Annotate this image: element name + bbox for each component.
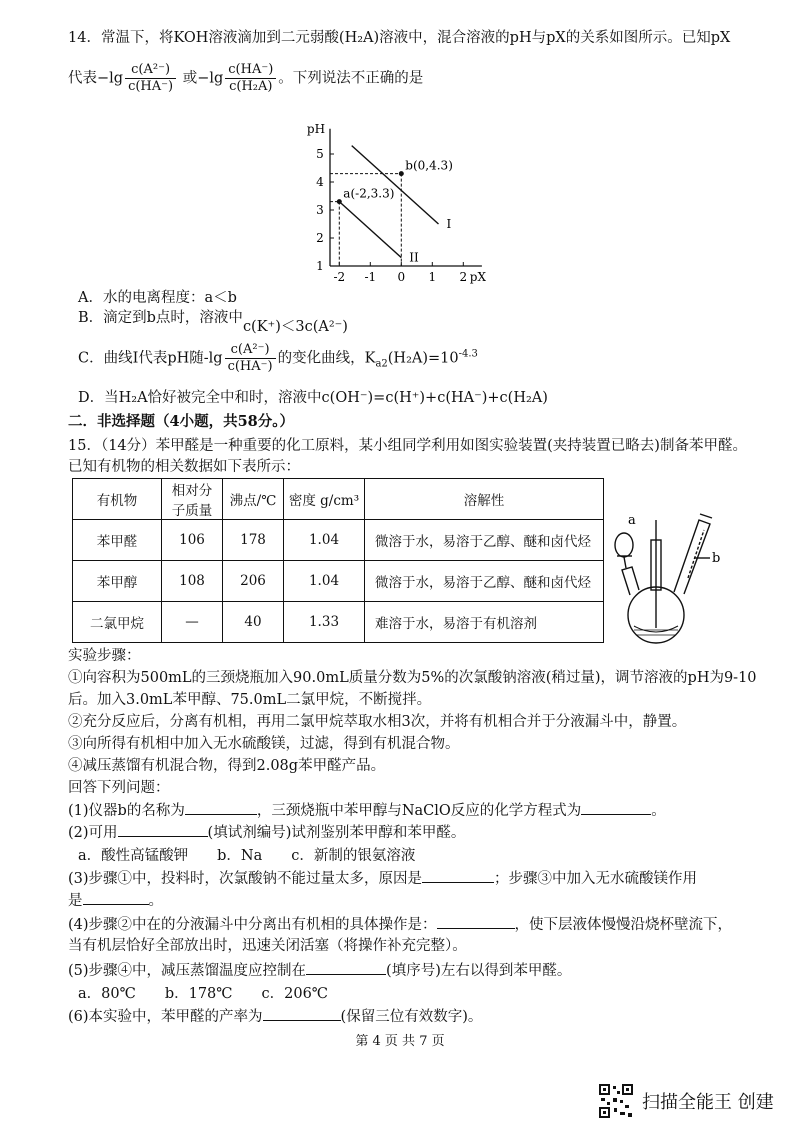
fraction-1-num: c(A²⁻) xyxy=(125,62,176,79)
section-heading: 二．非选择题（4小题，共58分。） xyxy=(68,413,295,430)
y-axis-label: pH xyxy=(306,121,326,136)
ph-px-chart xyxy=(300,108,520,288)
option-c-fraction-den: c(HA⁻) xyxy=(227,359,273,374)
answer-blank[interactable] xyxy=(263,1006,341,1021)
q15-intro-2: 已知有机物的相关数据如下表所示： xyxy=(68,459,300,475)
option-b-expr: c(K⁺)＜3c(A²⁻) xyxy=(242,319,348,335)
table-cell: 1.04 xyxy=(284,520,365,561)
option-c-prefix: C．曲线I代表pH随 xyxy=(78,350,204,367)
qr-code-icon xyxy=(598,1083,634,1119)
x-tick-label: 0 xyxy=(397,270,406,284)
answer-blank[interactable] xyxy=(118,822,208,837)
fraction-2 xyxy=(225,62,276,95)
answer-blank[interactable] xyxy=(422,868,494,883)
answer-blank[interactable] xyxy=(306,960,386,975)
table-cell: 178 xyxy=(223,520,284,561)
x-tick-label: -2 xyxy=(333,270,346,284)
option-c xyxy=(78,342,478,375)
table-cell: 40 xyxy=(223,602,284,643)
neglg-1: −lg xyxy=(97,70,124,87)
option-c-sub: a2 xyxy=(375,358,388,370)
table-cell: 106 xyxy=(162,520,223,561)
q3-part-d: 。 xyxy=(148,893,163,909)
or-text: 或 xyxy=(182,70,198,87)
neglg-2: −lg xyxy=(197,70,224,87)
q14-prefix: 代表 xyxy=(68,70,97,87)
steps-title: 实验步骤： xyxy=(68,648,141,664)
y-tick-label: 5 xyxy=(316,147,324,161)
table-header: 密度 g/cm³ xyxy=(284,479,365,520)
answer-blank[interactable] xyxy=(83,890,149,905)
series-line xyxy=(352,146,439,224)
answer-blank[interactable] xyxy=(437,914,515,929)
option-a: A．水的电离程度：a＜b xyxy=(78,290,237,306)
x-axis-label: pX xyxy=(469,270,487,284)
fraction-1 xyxy=(125,62,176,95)
apparatus-label-b: b xyxy=(712,551,721,566)
y-tick-label: 1 xyxy=(316,259,324,273)
question-6 xyxy=(68,1006,482,1027)
fraction-2-den: c(H₂A) xyxy=(229,79,273,94)
option-d: D．当H₂A恰好被完全中和时，溶液中c(OH⁻)=c(H⁺)+c(HA⁻)+c(H₂A) xyxy=(78,390,548,406)
series-label: II xyxy=(409,250,419,265)
q14-stem-line1: 14．常温下，将KOH溶液滴加到二元弱酸(H₂A)溶液中，混合溶液的pH与pX的关系如图所示。已知pX xyxy=(68,30,731,46)
q15-intro-1: 15．（14分）苯甲醛是一种重要的化工原料，某小组同学利用如图实验装置(夹持装置已略去)制备苯甲醛。 xyxy=(68,438,747,454)
answer-title: 回答下列问题： xyxy=(68,780,170,796)
q1-part-b: ，三颈烧瓶中苯甲醇与NaClO反应的化学方程式为 xyxy=(256,803,582,819)
q2-part-a: (2)可用 xyxy=(68,825,118,841)
table-cell: 难溶于水，易溶于有机溶剂 xyxy=(365,602,604,643)
q3-part-a: (3)步骤①中，投料时，次氯酸钠不能过量太多，原因是 xyxy=(68,871,423,887)
option-c-fraction xyxy=(225,342,276,375)
question-4 xyxy=(68,914,732,935)
q1-part-a: (1)仪器b的名称为 xyxy=(68,803,185,819)
q4-part-b: ，使下层液体慢慢沿烧杯壁流下， xyxy=(514,917,733,933)
option-c-fraction-num: c(A²⁻) xyxy=(225,342,276,359)
table-cell: 206 xyxy=(223,561,284,602)
q3-part-b: ；步骤③中加入无水硫酸镁作用 xyxy=(494,871,698,887)
series-line xyxy=(339,202,401,258)
step-line: ①向容积为500mL的三颈烧瓶加入90.0mL质量分数为5%的次氯酸钠溶液(稍过量)，调节溶液的pH为9-10 xyxy=(68,670,757,686)
table-cell: 1.04 xyxy=(284,561,365,602)
question-5 xyxy=(68,960,571,981)
table-cell: 微溶于水，易溶于乙醇、醚和卤代烃 xyxy=(365,520,604,561)
option-c-end: (H₂A)=10 xyxy=(387,350,459,367)
option-b xyxy=(78,308,348,335)
table-cell: 苯甲醇 xyxy=(73,561,162,602)
step-line: ②充分反应后，分离有机相，再用二氯甲烷萃取水相3次，并将有机相合并于分液漏斗中，静置。 xyxy=(68,714,687,730)
table-header-row xyxy=(73,479,604,520)
x-tick-label: 2 xyxy=(459,270,468,284)
q14-stem-line2 xyxy=(68,62,423,95)
x-tick-label: 1 xyxy=(428,270,437,284)
table-row xyxy=(73,561,604,602)
q6-part-b: (保留三位有效数字)。 xyxy=(340,1009,483,1025)
table-cell: — xyxy=(162,602,223,643)
data-table xyxy=(72,478,604,643)
table-header: 有机物 xyxy=(73,479,162,520)
x-tick-label: -1 xyxy=(364,270,377,284)
table-row xyxy=(73,520,604,561)
q5-part-b: (填序号)左右以得到苯甲醛。 xyxy=(386,963,572,979)
table-header: 溶解性 xyxy=(365,479,604,520)
fraction-2-num: c(HA⁻) xyxy=(225,62,276,79)
step-line: 后。加入3.0mL苯甲醇、75.0mL二氯甲烷，不断搅拌。 xyxy=(68,692,432,708)
option-c-suffix: 的变化曲线，K xyxy=(277,350,376,367)
question-1 xyxy=(68,800,666,821)
q5-part-a: (5)步骤④中，减压蒸馏温度应控制在 xyxy=(68,963,307,979)
table-row xyxy=(73,602,604,643)
y-tick-label: 3 xyxy=(316,203,324,217)
table-cell: 二氯甲烷 xyxy=(73,602,162,643)
q5-options: a．80℃ b．178℃ c．206℃ xyxy=(78,986,329,1002)
step-line: ④减压蒸馏有机混合物，得到2.08g苯甲醛产品。 xyxy=(68,758,386,774)
option-c-neglg: -lg xyxy=(203,350,223,367)
q2-options: a．酸性高锰酸钾 b．Na c．新制的银氨溶液 xyxy=(78,848,416,864)
question-3 xyxy=(68,868,697,889)
brand-text: 扫描全能王 创建 xyxy=(642,1092,774,1113)
q4-part-a: (4)步骤②中在的分液漏斗中分离出有机相的具体操作是： xyxy=(68,917,437,933)
data-point xyxy=(399,171,404,176)
table-cell: 微溶于水，易溶于乙醇、醚和卤代烃 xyxy=(365,561,604,602)
question-2 xyxy=(68,822,465,843)
question-4-cont: 当有机层恰好全部放出时，迅速关闭活塞（将操作补充完整）。 xyxy=(68,938,467,954)
question-3-cont xyxy=(68,890,163,911)
table-cell: 苯甲醛 xyxy=(73,520,162,561)
table-cell: 108 xyxy=(162,561,223,602)
point-label: b(0,4.3) xyxy=(405,158,453,173)
scanner-watermark xyxy=(598,1083,774,1119)
apparatus-diagram xyxy=(604,500,724,650)
table-header: 相对分子质量 xyxy=(162,479,223,520)
page-number: 第 4 页 共 7 页 xyxy=(355,1034,445,1049)
option-c-sup: -4.3 xyxy=(458,348,478,360)
option-b-prefix: B．滴定到b点时，溶液中 xyxy=(78,310,243,326)
fraction-1-den: c(HA⁻) xyxy=(128,79,174,94)
table-header: 沸点/℃ xyxy=(223,479,284,520)
apparatus-label-a: a xyxy=(628,513,636,528)
data-point xyxy=(337,199,342,204)
y-tick-label: 4 xyxy=(316,175,324,189)
q1-part-c: 。 xyxy=(651,803,666,819)
series-label: I xyxy=(446,217,452,231)
q2-part-b: (填试剂编号)试剂鉴别苯甲醇和苯甲醛。 xyxy=(207,825,466,841)
y-tick-label: 2 xyxy=(316,231,324,245)
q6-part-a: (6)本实验中，苯甲醛的产率为 xyxy=(68,1009,263,1025)
q14-suffix: 。下列说法不正确的是 xyxy=(278,70,424,87)
table-cell: 1.33 xyxy=(284,602,365,643)
step-line: ③向所得有机相中加入无水硫酸镁，过滤，得到有机混合物。 xyxy=(68,736,460,752)
q3-part-c: 是 xyxy=(68,893,83,909)
answer-blank[interactable] xyxy=(185,800,257,815)
answer-blank[interactable] xyxy=(581,800,651,815)
point-label: a(-2,3.3) xyxy=(343,186,395,201)
